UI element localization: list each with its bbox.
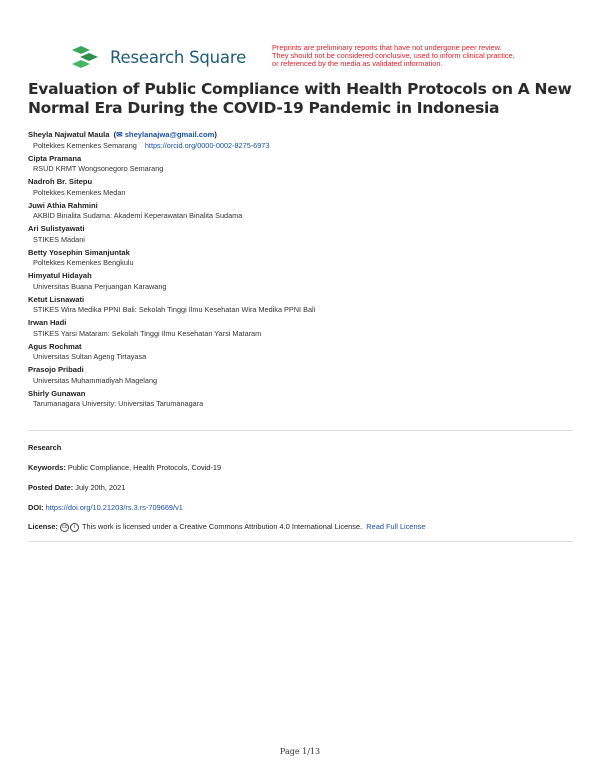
- research-square-logo-icon: [72, 46, 102, 68]
- author-name: Shirly Gunawan: [28, 388, 86, 398]
- author-entry: [28, 317, 578, 340]
- article-type: Research: [28, 443, 62, 452]
- author-affiliation: Poltekkes Kemenkes Semarang: [33, 140, 137, 150]
- doi-row: [28, 503, 183, 512]
- author-name: Sheyla Najwatul Maula: [28, 130, 110, 139]
- doi-link[interactable]: https://doi.org/10.21203/rs.3.rs-709669/v1: [45, 503, 183, 512]
- brand-name: Research Square: [110, 47, 247, 67]
- research-square-logo[interactable]: [72, 46, 246, 68]
- author-entry: [28, 294, 578, 317]
- author-entry: [28, 388, 578, 411]
- license-label: License:: [28, 522, 58, 531]
- author-affiliation: STIKES Madani: [33, 234, 85, 244]
- author-name: Agus Rochmat: [28, 341, 82, 351]
- author-email-link[interactable]: [116, 130, 214, 139]
- author-affiliation: Universitas Muhammadiyah Magelang: [33, 375, 158, 385]
- author-entry: [28, 341, 578, 364]
- notice-line: They should not be considered conclusive, used to inform clinical practice,: [272, 51, 515, 61]
- author-entry: [28, 200, 578, 223]
- author-name: Ketut Lisnawati: [28, 294, 85, 304]
- license-text: This work is licensed under a Creative Commons Attribution 4.0 International License.: [81, 522, 363, 531]
- notice-line: or referenced by the media as validated information.: [272, 59, 443, 69]
- author-list: [28, 129, 578, 411]
- keywords-label: Keywords:: [28, 463, 66, 472]
- author-affiliation: Universitas Sultan Ageng Tirtayasa: [33, 352, 147, 362]
- author-affiliation: RSUD KRMT Wongsonegoro Semarang: [33, 164, 164, 174]
- creative-commons-icon: cc: [62, 523, 68, 530]
- author-name: Juwi Athia Rahmini: [28, 200, 98, 210]
- posted-date-value: July 20th, 2021: [75, 483, 126, 492]
- author-entry: [28, 364, 578, 387]
- divider: [28, 541, 573, 542]
- author-name: Betty Yosephin Simanjuntak: [28, 247, 130, 257]
- author-entry: [28, 247, 578, 270]
- author-entry: [28, 176, 578, 199]
- author-affiliation: Poltekkes Kemenkes Medan: [33, 187, 126, 197]
- mail-icon: ✉: [116, 130, 123, 139]
- preprint-notice: [272, 44, 522, 69]
- author-name: Nadroh Br. Sitepu: [28, 177, 93, 186]
- author-affiliation: Tarumanagara University: Universitas Tarumanagara: [33, 399, 204, 409]
- license-row: [28, 522, 425, 532]
- author-name: Irwan Hadi: [28, 318, 67, 327]
- author-entry: [28, 223, 578, 246]
- author-affiliation: Universitas Buana Perjuangan Karawang: [33, 281, 167, 291]
- posted-date-label: Posted Date:: [28, 483, 74, 492]
- author-name: Cipta Pramana: [28, 153, 82, 163]
- notice-line: Preprints are preliminary reports that have not undergone peer review.: [272, 43, 502, 52]
- keywords-value: Public Compliance, Health Protocols, Covid-19: [67, 463, 222, 472]
- author-name: Prasojo Pribadi: [28, 365, 84, 374]
- paper-title: Evaluation of Public Compliance with Health Protocols on A New Normal Era During the COVID-19 Pandemic in Indonesia: [28, 80, 572, 117]
- author-name: Ari Sulistyawati: [28, 224, 85, 233]
- posted-date-row: [28, 483, 125, 492]
- doi-label: DOI:: [28, 503, 44, 512]
- author-name: Himyatul Hidayah: [28, 271, 92, 280]
- author-affiliation: STIKES Yarsi Mataram: Sekolah Tinggi Ilmu Kesehatan Yarsi Mataram: [33, 328, 262, 338]
- author-affiliation: AKBID Binalita Sudama: Akademi Keperawatan Binalita Sudama: [33, 211, 243, 221]
- author-affiliation: Poltekkes Kemenkes Bengkulu: [33, 258, 134, 268]
- attribution-icon: i: [70, 523, 79, 532]
- author-entry: [28, 153, 578, 176]
- author-email: sheylanajwa@gmail.com: [124, 130, 215, 139]
- author-entry: [28, 270, 578, 293]
- read-full-license-link[interactable]: Read Full License: [366, 522, 426, 531]
- keywords-row: [28, 463, 221, 472]
- author-entry: Sheyla Najwatul Maula (✉ sheylanajwa@gmail.com) Poltekkes Kemenkes Semarang https://orcid.org/0000-0002-8275-6973: [28, 130, 270, 150]
- author-affiliation: STIKES Wira Medika PPNI Bali: Sekolah Tinggi Ilmu Kesehatan Wira Medika PPNI Bali: [33, 305, 316, 315]
- orcid-link[interactable]: https://orcid.org/0000-0002-8275-6973: [144, 140, 270, 150]
- page-number: Page 1/13: [279, 747, 321, 756]
- divider: [28, 430, 573, 431]
